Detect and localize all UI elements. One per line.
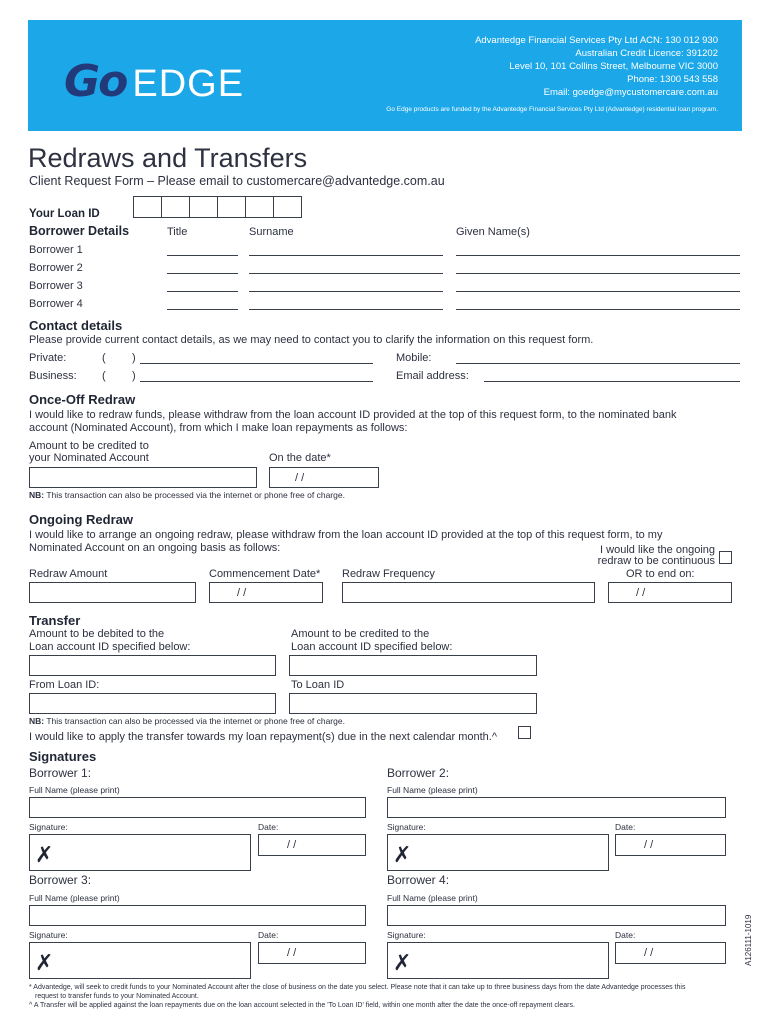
credit-label-1: Amount to be credited to the	[291, 628, 430, 640]
debit-label-2: Loan account ID specified below:	[29, 641, 191, 653]
end-on-label: OR to end on:	[626, 568, 695, 580]
borrower4-label: Borrower 4:	[387, 873, 450, 887]
credit-label-2: Loan account ID specified below:	[291, 641, 453, 653]
debit-amount-input[interactable]	[29, 655, 276, 676]
borrower1-name-input[interactable]	[29, 797, 366, 818]
funded-note: Go Edge products are funded by the Advantedge Financial Services Pty Ltd (Advantedge) residential loan program.	[386, 106, 718, 113]
commencement-label: Commencement Date*	[209, 568, 321, 580]
given-name-field[interactable]	[456, 291, 740, 292]
ongoing-intro-2: Nominated Account on an ongoing basis as follows:	[29, 542, 281, 554]
company-line: Phone: 1300 543 558	[627, 74, 718, 85]
borrower3-date-input[interactable]	[258, 942, 366, 964]
borrower2-label: Borrower 2:	[387, 766, 450, 780]
borrower2-name-input[interactable]	[387, 797, 726, 818]
full-name-label: Full Name (please print)	[29, 785, 120, 795]
surname-field[interactable]	[249, 273, 443, 274]
borrower1-signature-box[interactable]	[29, 834, 251, 871]
footnote-caret: ^ A Transfer will be applied against the loan repayments due on the loan account selected in the 'To Loan ID' field, within one month after the date the once-off repayment clears.	[29, 1002, 575, 1009]
nb-bold: NB:	[29, 490, 45, 500]
private-label: Private:	[29, 352, 67, 364]
transfer-nb	[29, 716, 345, 726]
surname-field[interactable]	[249, 255, 443, 256]
signature-label: Signature:	[387, 930, 426, 940]
contact-intro: Please provide current contact details, as we may need to contact you to clarify the information on this request form.	[29, 334, 594, 346]
to-loan-label: To Loan ID	[291, 679, 345, 691]
date-label: Date:	[615, 822, 636, 832]
transfer-heading: Transfer	[29, 613, 81, 628]
paren-close: )	[132, 370, 136, 382]
nb-text: This transaction can also be processed via the internet or phone free of charge.	[44, 490, 345, 500]
borrower4-date-input[interactable]	[615, 942, 726, 964]
given-name-field[interactable]	[456, 255, 740, 256]
title-field[interactable]	[167, 255, 238, 256]
loan-id-digit[interactable]	[245, 196, 274, 218]
full-name-label: Full Name (please print)	[387, 785, 478, 795]
nb-bold: NB:	[29, 716, 45, 726]
mobile-label: Mobile:	[396, 352, 432, 364]
continuous-line-2: redraw to be continuous	[597, 555, 715, 567]
apply-transfer-label: I would like to apply the transfer towards my loan repayment(s) due in the next calendar month.^	[29, 731, 498, 743]
borrower4-signature-box[interactable]	[387, 942, 609, 979]
frequency-label: Redraw Frequency	[342, 568, 435, 580]
from-loan-label: From Loan ID:	[29, 679, 100, 691]
borrower-row-label: Borrower 1	[29, 244, 83, 256]
date-separator: / /	[644, 947, 654, 959]
nb-text: This transaction can also be processed via the internet or phone free of charge.	[44, 716, 345, 726]
loan-id-digit[interactable]	[161, 196, 190, 218]
page-subtitle: Client Request Form – Please email to customercare@advantedge.com.au	[29, 174, 445, 188]
signatures-heading: Signatures	[29, 749, 97, 764]
continuous-line-1: I would like the ongoing	[600, 544, 715, 556]
form-code: A126111-1019	[744, 914, 753, 966]
loan-id-digit[interactable]	[189, 196, 218, 218]
paren-close: )	[132, 352, 136, 364]
full-name-label: Full Name (please print)	[387, 893, 478, 903]
company-line: Level 10, 101 Collins Street, Melbourne VIC 3000	[509, 61, 718, 72]
company-line: Advantedge Financial Services Pty Ltd ACN: 130 012 930	[475, 35, 718, 46]
signature-label: Signature:	[29, 822, 68, 832]
logo-go-text: Go	[64, 56, 127, 107]
once-off-date-input[interactable]	[269, 467, 379, 488]
title-field[interactable]	[167, 273, 238, 274]
borrower-row-label: Borrower 4	[29, 298, 83, 310]
once-off-date-label: On the date*	[269, 452, 331, 464]
sign-here-icon: ✗	[35, 950, 54, 975]
borrower3-name-input[interactable]	[29, 905, 366, 926]
col-surname: Surname	[249, 226, 294, 238]
footnote-star-2: request to transfer funds to your Nominated Account.	[35, 993, 199, 1000]
business-label: Business:	[29, 370, 77, 382]
from-loan-input[interactable]	[29, 693, 276, 714]
end-date-input[interactable]	[608, 582, 732, 603]
col-given-names: Given Name(s)	[456, 226, 530, 238]
given-name-field[interactable]	[456, 309, 740, 310]
once-off-amount-input[interactable]	[29, 467, 257, 488]
sign-here-icon: ✗	[35, 842, 54, 867]
ongoing-intro-1: I would like to arrange an ongoing redraw, please withdraw from the loan account ID provided at the top of this request form, to my	[29, 529, 663, 541]
email-label: Email address:	[396, 370, 469, 382]
loan-id-digit[interactable]	[217, 196, 246, 218]
full-name-label: Full Name (please print)	[29, 893, 120, 903]
borrower-row-label: Borrower 2	[29, 262, 83, 274]
mobile-field[interactable]	[456, 363, 740, 364]
logo-edge-text: EDGE	[132, 63, 245, 105]
loan-id-boxes	[133, 196, 302, 218]
borrower-details-heading: Borrower Details	[29, 224, 130, 238]
date-label: Date:	[258, 822, 279, 832]
borrower1-label: Borrower 1:	[29, 766, 92, 780]
date-separator: / /	[295, 472, 305, 484]
footnotes	[29, 983, 739, 1010]
surname-field[interactable]	[249, 291, 443, 292]
loan-id-digit[interactable]	[133, 196, 162, 218]
borrower4-name-input[interactable]	[387, 905, 726, 926]
once-off-nb	[29, 490, 345, 500]
date-separator: / /	[237, 587, 247, 599]
private-phone-field[interactable]	[140, 363, 373, 364]
loan-id-label: Your Loan ID	[29, 208, 100, 220]
business-phone-field[interactable]	[140, 381, 373, 382]
continuous-checkbox[interactable]	[719, 551, 732, 564]
borrower2-date-input[interactable]	[615, 834, 726, 856]
once-off-amount-label-2: your Nominated Account	[29, 452, 149, 464]
signature-label: Signature:	[29, 930, 68, 940]
paren-open: (	[102, 352, 106, 364]
contact-heading: Contact details	[29, 318, 123, 333]
redraw-amount-input[interactable]	[29, 582, 196, 603]
company-details	[475, 34, 718, 99]
apply-transfer-checkbox[interactable]	[518, 726, 531, 739]
given-name-field[interactable]	[456, 273, 740, 274]
loan-id-digit[interactable]	[273, 196, 302, 218]
redraw-amount-label: Redraw Amount	[29, 568, 108, 580]
date-label: Date:	[615, 930, 636, 940]
to-loan-input[interactable]	[289, 693, 537, 714]
header-banner	[28, 20, 742, 131]
ongoing-heading: Ongoing Redraw	[29, 512, 133, 527]
date-separator: / /	[644, 839, 654, 851]
commencement-date-input[interactable]	[209, 582, 323, 603]
sign-here-icon: ✗	[393, 842, 412, 867]
email-field[interactable]	[484, 381, 740, 382]
continuous-label	[598, 545, 715, 567]
borrower3-label: Borrower 3:	[29, 873, 92, 887]
once-off-amount-label-1: Amount to be credited to	[29, 440, 149, 452]
date-label: Date:	[258, 930, 279, 940]
page-title: Redraws and Transfers	[28, 143, 308, 173]
borrower2-signature-box[interactable]	[387, 834, 609, 871]
title-field[interactable]	[167, 291, 238, 292]
company-line: Email: goedge@mycustomercare.com.au	[543, 87, 718, 98]
borrower1-date-input[interactable]	[258, 834, 366, 856]
once-off-intro-2: account (Nominated Account), from which I make loan repayments as follows:	[29, 422, 408, 434]
company-line: Australian Credit Licence: 391202	[575, 48, 718, 59]
title-field[interactable]	[167, 309, 238, 310]
once-off-heading: Once-Off Redraw	[29, 392, 136, 407]
footnote-star-1: * Advantedge, will seek to credit funds to your Nominated Account after the close of business on the date you select. Please note that it can take up to three business days from the date Advantedge processes this	[29, 984, 686, 991]
borrower3-signature-box[interactable]	[29, 942, 251, 979]
date-separator: / /	[287, 839, 297, 851]
date-separator: / /	[287, 947, 297, 959]
borrower-row-label: Borrower 3	[29, 280, 83, 292]
date-separator: / /	[636, 587, 646, 599]
debit-label-1: Amount to be debited to the	[29, 628, 165, 640]
redraw-frequency-input[interactable]	[342, 582, 595, 603]
once-off-intro-1: I would like to redraw funds, please withdraw from the loan account ID provided at the top of this request form, to the nominated bank	[29, 409, 677, 421]
credit-amount-input[interactable]	[289, 655, 537, 676]
paren-open: (	[102, 370, 106, 382]
col-title: Title	[167, 226, 188, 238]
goedge-logo	[64, 56, 244, 107]
surname-field[interactable]	[249, 309, 443, 310]
sign-here-icon: ✗	[393, 950, 412, 975]
signature-label: Signature:	[387, 822, 426, 832]
